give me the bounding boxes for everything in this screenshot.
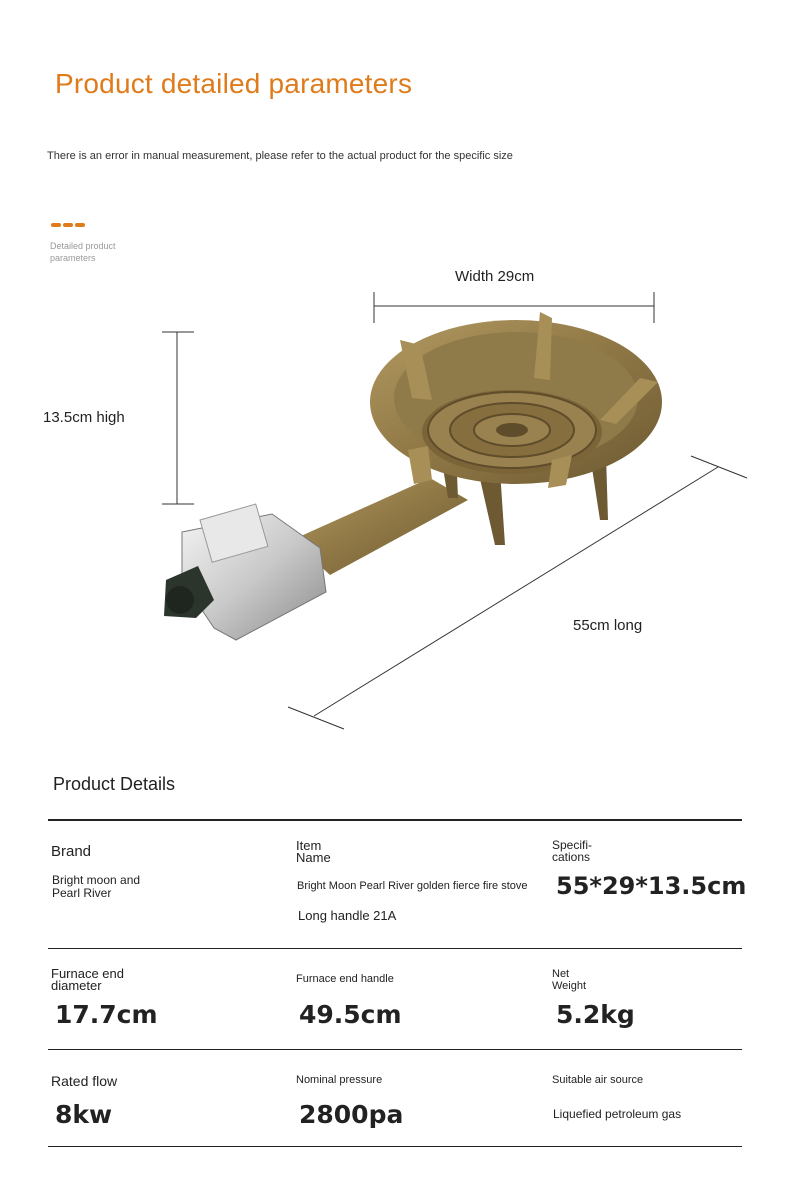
item-name-label: Item Name [296,838,331,865]
table-bottom-rule [48,1146,742,1147]
height-label: 13.5cm high [43,409,125,426]
specifications-label: Specifi- cations [552,838,593,864]
measurement-note: There is an error in manual measurement, please refer to the actual product for the specific size [47,150,513,162]
width-label: Width 29cm [455,268,535,285]
row-divider-2 [48,1049,742,1050]
rated-flow-value: 8kw [55,1100,113,1129]
height-dimension-line [162,332,194,504]
brand-label: Brand [51,843,92,860]
length-dimension-line [288,456,747,729]
item-name-value: Bright Moon Pearl River golden fierce fire stove [297,880,528,892]
furnace-diameter-value: 17.7cm [55,1000,158,1029]
page-title: Product detailed parameters [55,68,413,99]
item-model-value: Long handle 21A [298,908,397,923]
air-source-label: Suitable air source [552,1074,644,1086]
table-top-rule [48,819,742,821]
section-label: Detailed product parameters [50,241,116,263]
brand-value: Bright moon and Pearl River [52,873,141,900]
width-dimension-line [374,292,654,323]
air-source-value: Liquefied petroleum gas [553,1107,682,1121]
net-weight-value: 5.2kg [556,1000,635,1029]
furnace-handle-value: 49.5cm [299,1000,402,1029]
details-title: Product Details [53,774,176,794]
furnace-diameter-label: Furnace end diameter [51,966,124,993]
length-label: 55cm long [573,617,643,634]
row-divider-1 [48,948,742,949]
nominal-pressure-value: 2800pa [299,1100,404,1129]
specifications-value: 55*29*13.5cm [556,872,747,900]
rated-flow-label: Rated flow [51,1073,118,1089]
net-weight-label: Net Weight [552,968,587,992]
furnace-handle-label: Furnace end handle [296,973,394,985]
nominal-pressure-label: Nominal pressure [296,1074,383,1086]
